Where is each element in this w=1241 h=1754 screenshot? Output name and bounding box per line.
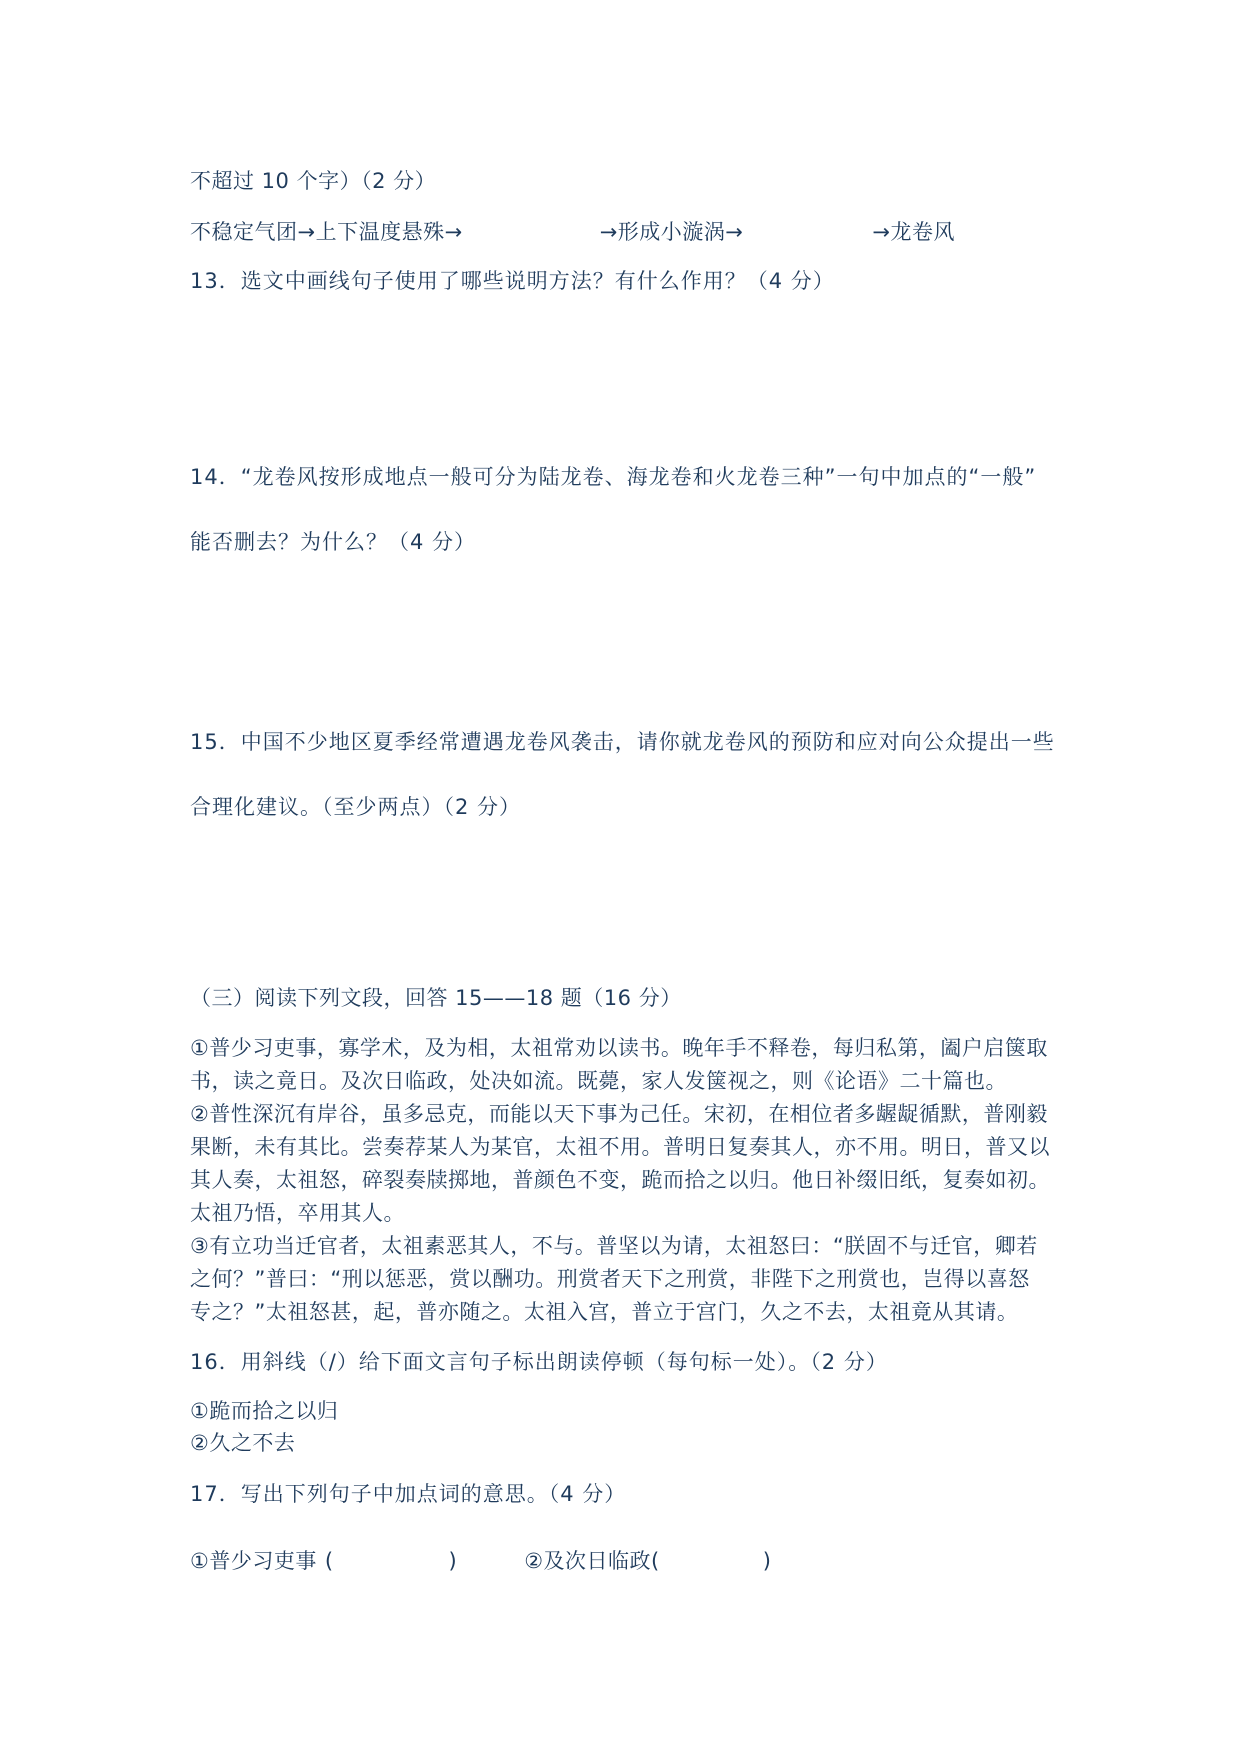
q17-item-1-open: (: [324, 1549, 334, 1573]
q14-prompt-line2: 能否删去？为什么？（4 分）: [190, 530, 477, 554]
q15-prompt-line2: 合理化建议。（至少两点）（2 分）: [190, 795, 522, 819]
passage-line: 之何？”普曰：“刑以惩恶，赏以酬功。刑赏者天下之刑赏，非陛下之刑赏也，岂得以喜怒: [190, 1267, 1030, 1291]
q16-item-1: ①跪而拾之以归: [190, 1399, 339, 1423]
q17-item-2-close: ): [762, 1549, 772, 1573]
q17-item-2: ②及次日临政(: [524, 1549, 660, 1573]
q12-flow-line: [190, 217, 955, 247]
passage-line: ①普少习吏事，寡学术，及为相，太祖常劝以读书。晚年手不释卷，每归私第，阖户启箧取: [190, 1036, 1048, 1060]
q17-item-1-close: ): [448, 1549, 458, 1573]
passage-line: 书，读之竟日。及次日临政，处决如流。既薨，家人发箧视之，则《论语》二十篇也。: [190, 1069, 1007, 1093]
q17-prompt: 17．写出下列句子中加点词的意思。（4 分）: [190, 1482, 627, 1506]
q15-prompt-line1: 15．中国不少地区夏季经常遭遇龙卷风袭击，请你就龙卷风的预防和应对向公众提出一些: [190, 730, 1055, 754]
q12-flow-mid: →形成小漩涡→: [599, 220, 744, 244]
q13-prompt: 13．选文中画线句子使用了哪些说明方法？有什么作用？（4 分）: [190, 269, 835, 293]
q14-prompt-line1: 14．“龙卷风按形成地点一般可分为陆龙卷、海龙卷和火龙卷三种”一句中加点的“一般”: [190, 465, 1037, 489]
q16-prompt: 16．用斜线（/）给下面文言句子标出朗读停顿（每句标一处）。（2 分）: [190, 1350, 888, 1374]
passage-line: 专之？”太祖怒甚，起，普亦随之。太祖入宫，普立于宫门，久之不去，太祖竟从其请。: [190, 1300, 1019, 1324]
passage-line: 太祖乃悟，卒用其人。: [190, 1201, 405, 1225]
q17-item-1: ①普少习吏事: [190, 1549, 317, 1573]
q12-flow-end: →龙卷风: [872, 220, 956, 244]
passage-line: ②普性深沉有岸谷，虽多忌克，而能以天下事为己任。宋初，在相位者多龌龊循默，普刚毅: [190, 1102, 1048, 1126]
q12-flow-start: 不稳定气团→上下温度悬殊→: [190, 220, 463, 244]
q16-item-2: ②久之不去: [190, 1431, 296, 1455]
passage-line: 其人奏，太祖怒，碎裂奏牍掷地，普颜色不变，跪而拾之以归。他日补缀旧纸，复奏如初。: [190, 1168, 1050, 1192]
section3-heading: （三）阅读下列文段，回答 15——18 题（16 分）: [190, 986, 682, 1010]
q17-items-line: [190, 1546, 771, 1576]
q12-tail: 不超过 10 个字）（2 分）: [190, 169, 437, 193]
passage-line: 果断，未有其比。尝奏荐某人为某官，太祖不用。普明日复奏其人，亦不用。明日，普又以: [190, 1135, 1050, 1159]
passage-line: ③有立功当迁官者，太祖素恶其人，不与。普坚以为请，太祖怒曰：“朕固不与迁官，卿若: [190, 1234, 1038, 1258]
